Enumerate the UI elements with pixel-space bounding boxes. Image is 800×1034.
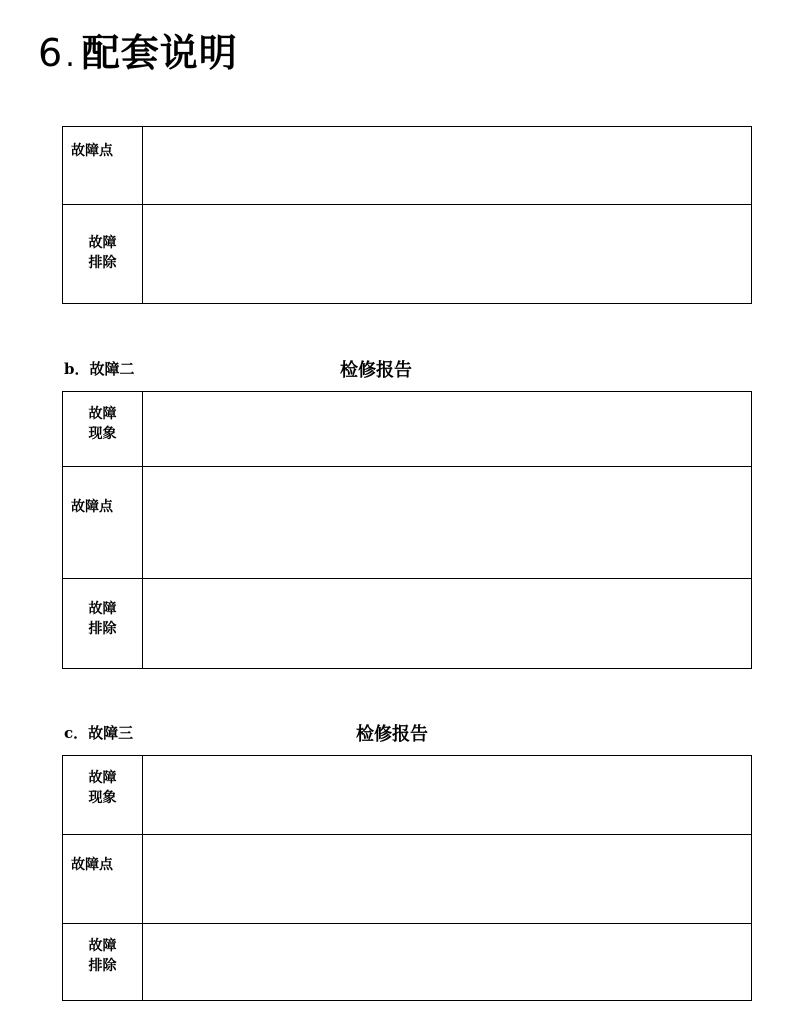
row-label-cell [63, 205, 143, 304]
row-label: 故障点 [71, 499, 113, 515]
row-label: 故障点 [71, 143, 113, 159]
table-row [63, 127, 752, 205]
section-heading-b [64, 356, 754, 380]
title-text: 配套说明 [81, 31, 238, 75]
report-title: 检修报告 [356, 724, 428, 745]
table-row [63, 579, 752, 669]
section-label: c．故障三 [64, 724, 134, 742]
row-label: 故障 排除 [88, 601, 117, 637]
table-row [63, 205, 752, 304]
row-content-field[interactable] [143, 205, 752, 304]
section-label: b．故障二 [64, 360, 135, 378]
row-label: 故障 现象 [88, 770, 117, 806]
row-label-cell [63, 835, 143, 924]
report-table-c [62, 755, 752, 1001]
page-title [38, 22, 238, 78]
row-content-field[interactable] [143, 392, 752, 467]
table-row [63, 835, 752, 924]
row-label-cell [63, 127, 143, 205]
row-label-cell [63, 467, 143, 579]
report-table-a [62, 126, 752, 304]
row-label: 故障 现象 [88, 406, 117, 442]
row-label-cell [63, 392, 143, 467]
report-title: 检修报告 [340, 360, 412, 381]
row-label-cell [63, 924, 143, 1001]
row-content-field[interactable] [143, 467, 752, 579]
section-heading-c [64, 720, 754, 744]
report-table-b [62, 391, 752, 669]
row-content-field[interactable] [143, 127, 752, 205]
row-content-field[interactable] [143, 835, 752, 924]
row-content-field[interactable] [143, 924, 752, 1001]
table-row [63, 756, 752, 835]
row-label: 故障 排除 [88, 235, 117, 271]
row-label: 故障点 [71, 857, 113, 873]
row-content-field[interactable] [143, 579, 752, 669]
row-label-cell [63, 579, 143, 669]
row-label: 故障 排除 [88, 938, 117, 974]
row-content-field[interactable] [143, 756, 752, 835]
title-separator: . [65, 39, 76, 74]
table-row [63, 924, 752, 1001]
title-number: 6 [38, 31, 64, 75]
table-row [63, 392, 752, 467]
row-label-cell [63, 756, 143, 835]
table-row [63, 467, 752, 579]
